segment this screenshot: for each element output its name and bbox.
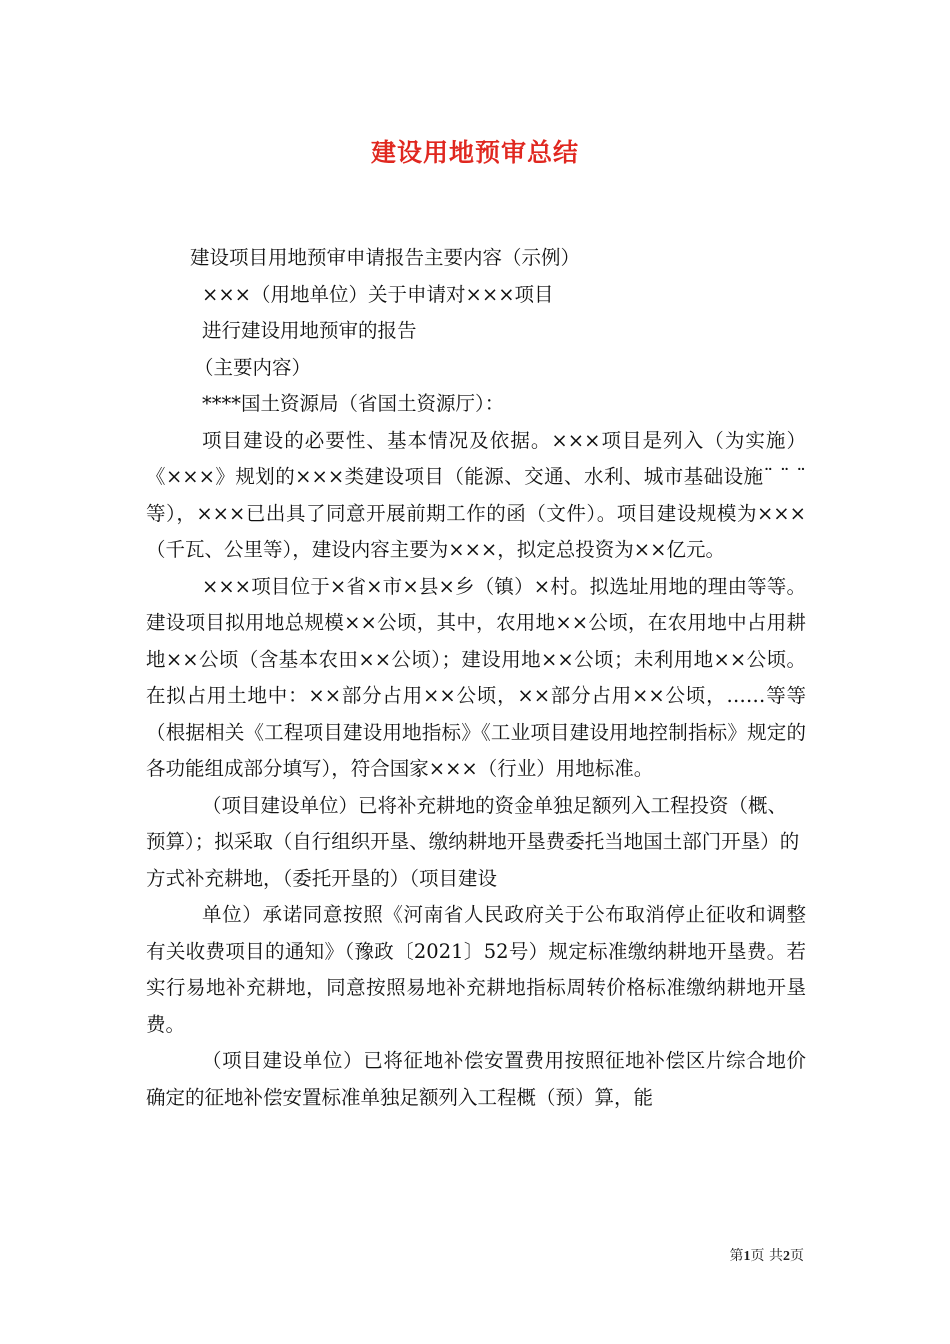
paragraph-4: 单位）承诺同意按照《河南省人民政府关于公布取消停止征收和调整有关收费项目的通知》（豫政〔2021〕52号）规定标准缴纳耕地开垦费。若实行易地补充耕地，同意按照易地补充耕地指标周转价格标准缴纳耕地开垦费。 bbox=[146, 903, 806, 1036]
footer-middle: 页 共 bbox=[750, 1248, 783, 1264]
page-footer bbox=[730, 1245, 804, 1265]
intro-line-2: ×××（用地单位）关于申请对×××项目 bbox=[202, 282, 554, 306]
paragraph-2: ×××项目位于×省×市×县×乡（镇）×村。拟选址用地的理由等等。建设项目拟用地总规模××公顷，其中，农用地××公顷，在农用地中占用耕地××公顷（含基本农田××公顷）；建设用地××公顷；未利用地××公顷。在拟占用土地中：××部分占用××公顷，××部分占用××公顷，……等等（根据相关《工程项目建设用地指标》《工业项目建设用地控制指标》规定的各功能组成部分填写），符合国家×××（行业）用地标准。 bbox=[146, 574, 806, 780]
footer-prefix: 第 bbox=[729, 1248, 744, 1264]
footer-suffix: 页 bbox=[790, 1248, 804, 1264]
document-title: 建设用地预审总结 bbox=[370, 138, 579, 167]
intro-line-1: 建设项目用地预审申请报告主要内容（示例） bbox=[190, 246, 581, 269]
document-body bbox=[146, 240, 806, 1116]
paragraph-3: （项目建设单位）已将补充耕地的资金单独足额列入工程投资（概、预算）；拟采取（自行组织开垦、缴纳耕地开垦费委托当地国土部门开垦）的方式补充耕地，（委托开垦的）（项目建设 bbox=[146, 793, 800, 890]
paragraph-5: （项目建设单位）已将征地补偿安置费用按照征地补偿区片综合地价确定的征地补偿安置标准单独足额列入工程概（预）算，能 bbox=[146, 1049, 806, 1109]
intro-line-3: 进行建设用地预审的报告 bbox=[202, 319, 417, 342]
footer-total-pages: 2 bbox=[783, 1249, 790, 1264]
intro-line-4: （主要内容） bbox=[194, 355, 312, 379]
footer-page-number: 1 bbox=[743, 1249, 751, 1264]
salutation: ****国土资源局（省国土资源厅）： bbox=[202, 392, 505, 415]
paragraph-1: 项目建设的必要性、基本情况及依据。×××项目是列入（为实施）《×××》规划的×××类建设项目（能源、交通、水利、城市基础设施¨ ¨ ¨等），×××已出具了同意开展前期工作的函（文件）。项目建设规模为×××（千瓦、公里等），建设内容主要为×××，拟定总投资为××亿元。 bbox=[146, 428, 806, 561]
